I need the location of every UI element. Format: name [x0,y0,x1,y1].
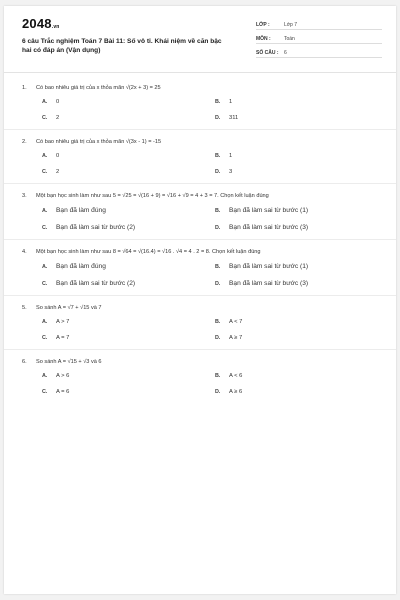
option-text: 1 [229,99,233,105]
option-a[interactable] [42,94,215,110]
option-letter: B. [215,99,221,105]
option-text: Bạn đã làm sai từ bước (3) [229,280,309,287]
options [4,202,396,236]
option-text: A < 7 [229,319,243,325]
meta-value: Lớp 7 [284,22,298,28]
option-b[interactable] [215,368,388,384]
option-text: Bạn đã làm sai từ bước (3) [229,224,309,231]
option-b[interactable] [215,148,388,164]
option-letter: B. [215,319,221,325]
option-letter: B. [215,263,221,270]
option-text: Bạn đã làm sai từ bước (2) [56,280,136,287]
option-letter: A. [42,373,48,379]
option-text: 1 [229,153,233,159]
question-text: So sánh A = √7 + √15 và 7 [36,305,102,311]
logo-suffix: .vn [51,24,60,30]
option-letter: D. [215,389,221,395]
question-4 [4,246,396,296]
option-d[interactable] [215,275,388,292]
option-d[interactable] [215,164,388,180]
option-d[interactable] [215,219,388,236]
option-letter: B. [215,153,221,159]
option-c[interactable] [42,110,215,126]
question-text: Có bao nhiêu giá trị của x thỏa mãn √(2x + 3) = 25 [36,85,161,91]
meta-row-subject [256,32,382,44]
document-header [4,6,396,70]
meta-label: SỐ CÂU : [256,50,279,56]
question-2 [4,136,396,184]
option-b[interactable] [215,258,388,275]
option-c[interactable] [42,219,215,236]
option-b[interactable] [215,94,388,110]
document-page [4,6,396,594]
question-text: Một bạn học sinh làm như sau 8 = √64 = √(16.4) = √16 . √4 = 4 . 2 = 8. Chọn kết luận đúng [36,249,261,255]
option-letter: A. [42,99,48,105]
option-d[interactable] [215,110,388,126]
option-text: A < 6 [229,373,243,379]
option-letter: C. [42,169,48,175]
option-text: 0 [56,99,60,105]
option-c[interactable] [42,275,215,292]
option-text: Bạn đã làm đúng [56,263,106,270]
question-divider [4,129,396,130]
option-a[interactable] [42,148,215,164]
option-text: A > 7 [56,319,70,325]
question-number: 1. [22,85,27,91]
meta-value: 6 [284,50,287,56]
option-letter: D. [215,224,221,231]
option-d[interactable] [215,330,388,346]
meta-value: Toán [284,36,295,42]
option-letter: B. [215,207,221,214]
option-letter: D. [215,169,221,175]
meta-row-count [256,46,382,58]
option-text: A = 6 [56,389,70,395]
options [4,148,396,180]
options [4,314,396,346]
option-letter: A. [42,319,48,325]
question-text: Có bao nhiêu giá trị của x thỏa mãn √(3x - 1) = -15 [36,139,162,145]
option-d[interactable] [215,384,388,400]
option-letter: C. [42,335,48,341]
option-text: 2 [56,169,60,175]
option-letter: D. [215,335,221,341]
question-text: So sánh A = √15 + √3 và 6 [36,359,102,365]
option-letter: A. [42,207,48,214]
question-divider [4,239,396,240]
meta-info [256,18,382,60]
header-divider [4,72,396,73]
option-a[interactable] [42,202,215,219]
logo-text: 2048 [22,16,52,31]
option-letter: C. [42,389,48,395]
option-text: Bạn đã làm sai từ bước (1) [229,263,309,270]
option-text: 0 [56,153,60,159]
question-number: 5. [22,305,27,311]
question-number: 3. [22,193,27,199]
option-b[interactable] [215,314,388,330]
site-logo[interactable] [22,16,60,31]
question-number: 4. [22,249,27,255]
option-c[interactable] [42,164,215,180]
option-a[interactable] [42,368,215,384]
options [4,94,396,126]
question-3 [4,190,396,240]
question-number: 2. [22,139,27,145]
options [4,368,396,400]
option-letter: A. [42,153,48,159]
option-c[interactable] [42,330,215,346]
option-a[interactable] [42,314,215,330]
question-divider [4,183,396,184]
option-text: A = 7 [56,335,70,341]
question-number: 6. [22,359,27,365]
meta-label: MÔN : [256,36,271,42]
option-text: A ≥ 6 [229,389,243,395]
option-text: 2 [56,115,60,121]
question-5 [4,302,396,350]
document-title: 6 câu Trắc nghiệm Toán 7 Bài 11: Số vô tỉ. Khái niệm về căn bậc hai có đáp án (Vận dụng) [22,38,222,54]
question-divider [4,295,396,296]
option-text: 3 [229,169,233,175]
option-letter: D. [215,280,221,287]
option-letter: A. [42,263,48,270]
option-text: 311 [229,115,239,121]
question-6 [4,356,396,400]
question-text: Một bạn học sinh làm như sau 5 = √25 = √(16 + 9) = √16 + √9 = 4 + 3 = 7. Chọn kết luận đúng [36,193,269,199]
options [4,258,396,292]
option-letter: C. [42,115,48,121]
question-divider [4,349,396,350]
option-a[interactable] [42,258,215,275]
option-text: Bạn đã làm đúng [56,207,106,214]
option-text: Bạn đã làm sai từ bước (2) [56,224,136,231]
option-letter: B. [215,373,221,379]
option-c[interactable] [42,384,215,400]
option-b[interactable] [215,202,388,219]
option-text: Bạn đã làm sai từ bước (1) [229,207,309,214]
option-text: A ≥ 7 [229,335,243,341]
question-list [4,82,396,400]
option-letter: D. [215,115,221,121]
meta-label: LỚP : [256,22,270,28]
question-1 [4,82,396,130]
option-letter: C. [42,280,48,287]
meta-row-class [256,18,382,30]
option-text: A > 6 [56,373,70,379]
option-letter: C. [42,224,48,231]
